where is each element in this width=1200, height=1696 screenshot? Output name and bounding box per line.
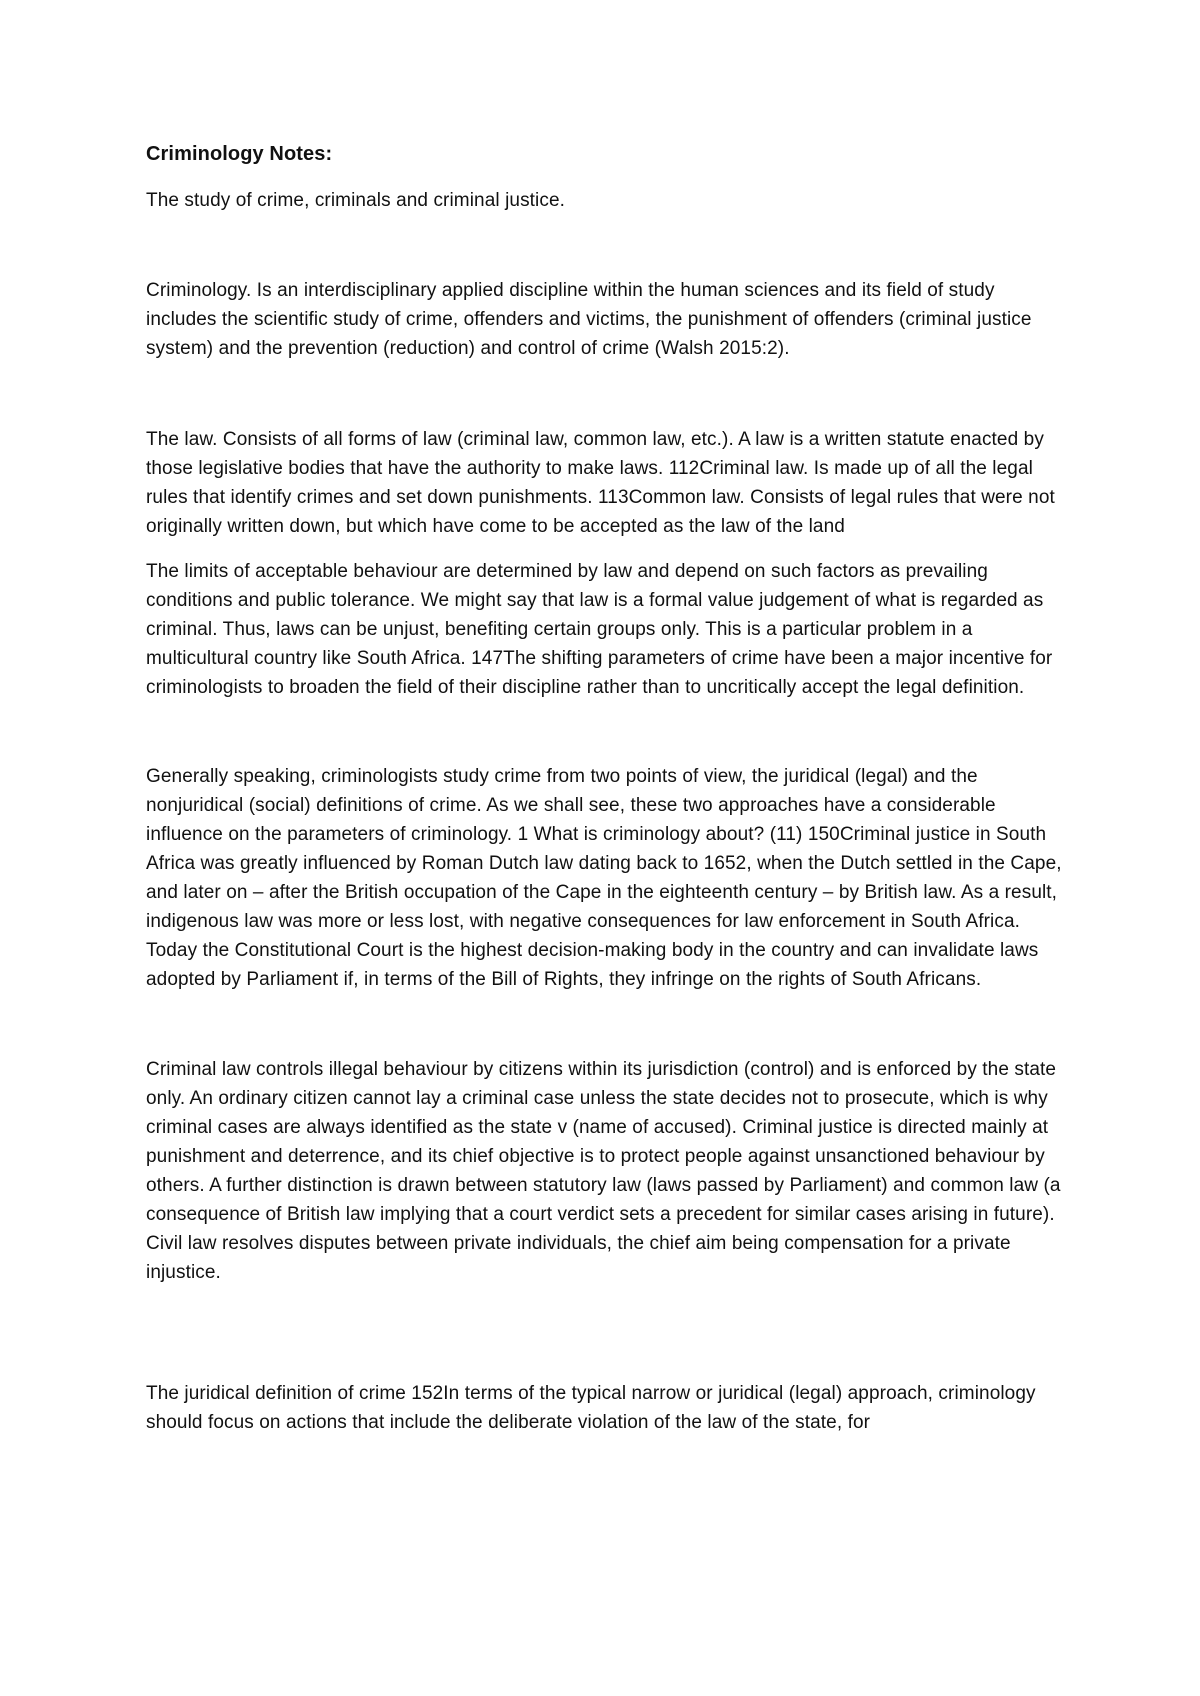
paragraph-criminology-definition: Criminology. Is an interdisciplinary applied discipline within the human sciences and its field of study includes the scientific study of crime, offenders and victims, the punishment of offenders (criminal justice system) and the prevention (reduction) and control of crime (Walsh 2015:2). xyxy=(146,280,1032,359)
paragraph-criminal-law: Criminal law controls illegal behaviour by citizens within its jurisdiction (control) and is enforced by the state only. An ordinary citizen cannot lay a criminal case unless the state decides not to prosecute, which is why criminal cases are always identified as the state v (name of accused). Criminal justice is directed mainly at punishment and deterrence, and its chief objective is to protect people against unsanctioned behaviour by others. A further distinction is drawn between statutory law (laws passed by Parliament) and common law (a consequence of British law implying that a court verdict sets a precedent for similar cases arising in future). Civil law resolves disputes between private individuals, the chief aim being compensation for a private injustice. xyxy=(146,1059,1061,1283)
paragraph-juridical-definition: The juridical definition of crime 152In terms of the typical narrow or juridical (legal) approach, criminology should focus on actions that include the deliberate violation of the law of the state, for xyxy=(146,1383,1036,1433)
document-subtitle: The study of crime, criminals and criminal justice. xyxy=(146,190,566,211)
document-body xyxy=(146,140,1066,1437)
document-title: Criminology Notes: xyxy=(146,143,333,165)
paragraph-limits-of-behaviour: The limits of acceptable behaviour are determined by law and depend on such factors as prevailing conditions and public tolerance. We might say that law is a formal value judgement of what is regarded as criminal. Thus, laws can be unjust, benefiting certain groups only. This is a particular problem in a multicultural country like South Africa. 147The shifting parameters of crime have been a major incentive for criminologists to broaden the field of their discipline rather than to uncritically accept the legal definition. xyxy=(146,561,1053,698)
paragraph-points-of-view: Generally speaking, criminologists study crime from two points of view, the juridical (legal) and the nonjuridical (social) definitions of crime. As we shall see, these two approaches have a considerable influence on the parameters of criminology. 1 What is criminology about? (11) 150Criminal justice in South Africa was greatly influenced by Roman Dutch law dating back to 1652, when the Dutch settled in the Cape, and later on – after the British occupation of the Cape in the eighteenth century – by British law. As a result, indigenous law was more or less lost, with negative consequences for law enforcement in South Africa. Today the Constitutional Court is the highest decision-making body in the country and can invalidate laws adopted by Parliament if, in terms of the Bill of Rights, they infringe on the rights of South Africans. xyxy=(146,766,1062,990)
paragraph-the-law: The law. Consists of all forms of law (criminal law, common law, etc.). A law is a written statute enacted by those legislative bodies that have the authority to make laws. 112Criminal law. Is made up of all the legal rules that identify crimes and set down punishments. 113Common law. Consists of legal rules that were not originally written down, but which have come to be accepted as the law of the land xyxy=(146,429,1055,537)
